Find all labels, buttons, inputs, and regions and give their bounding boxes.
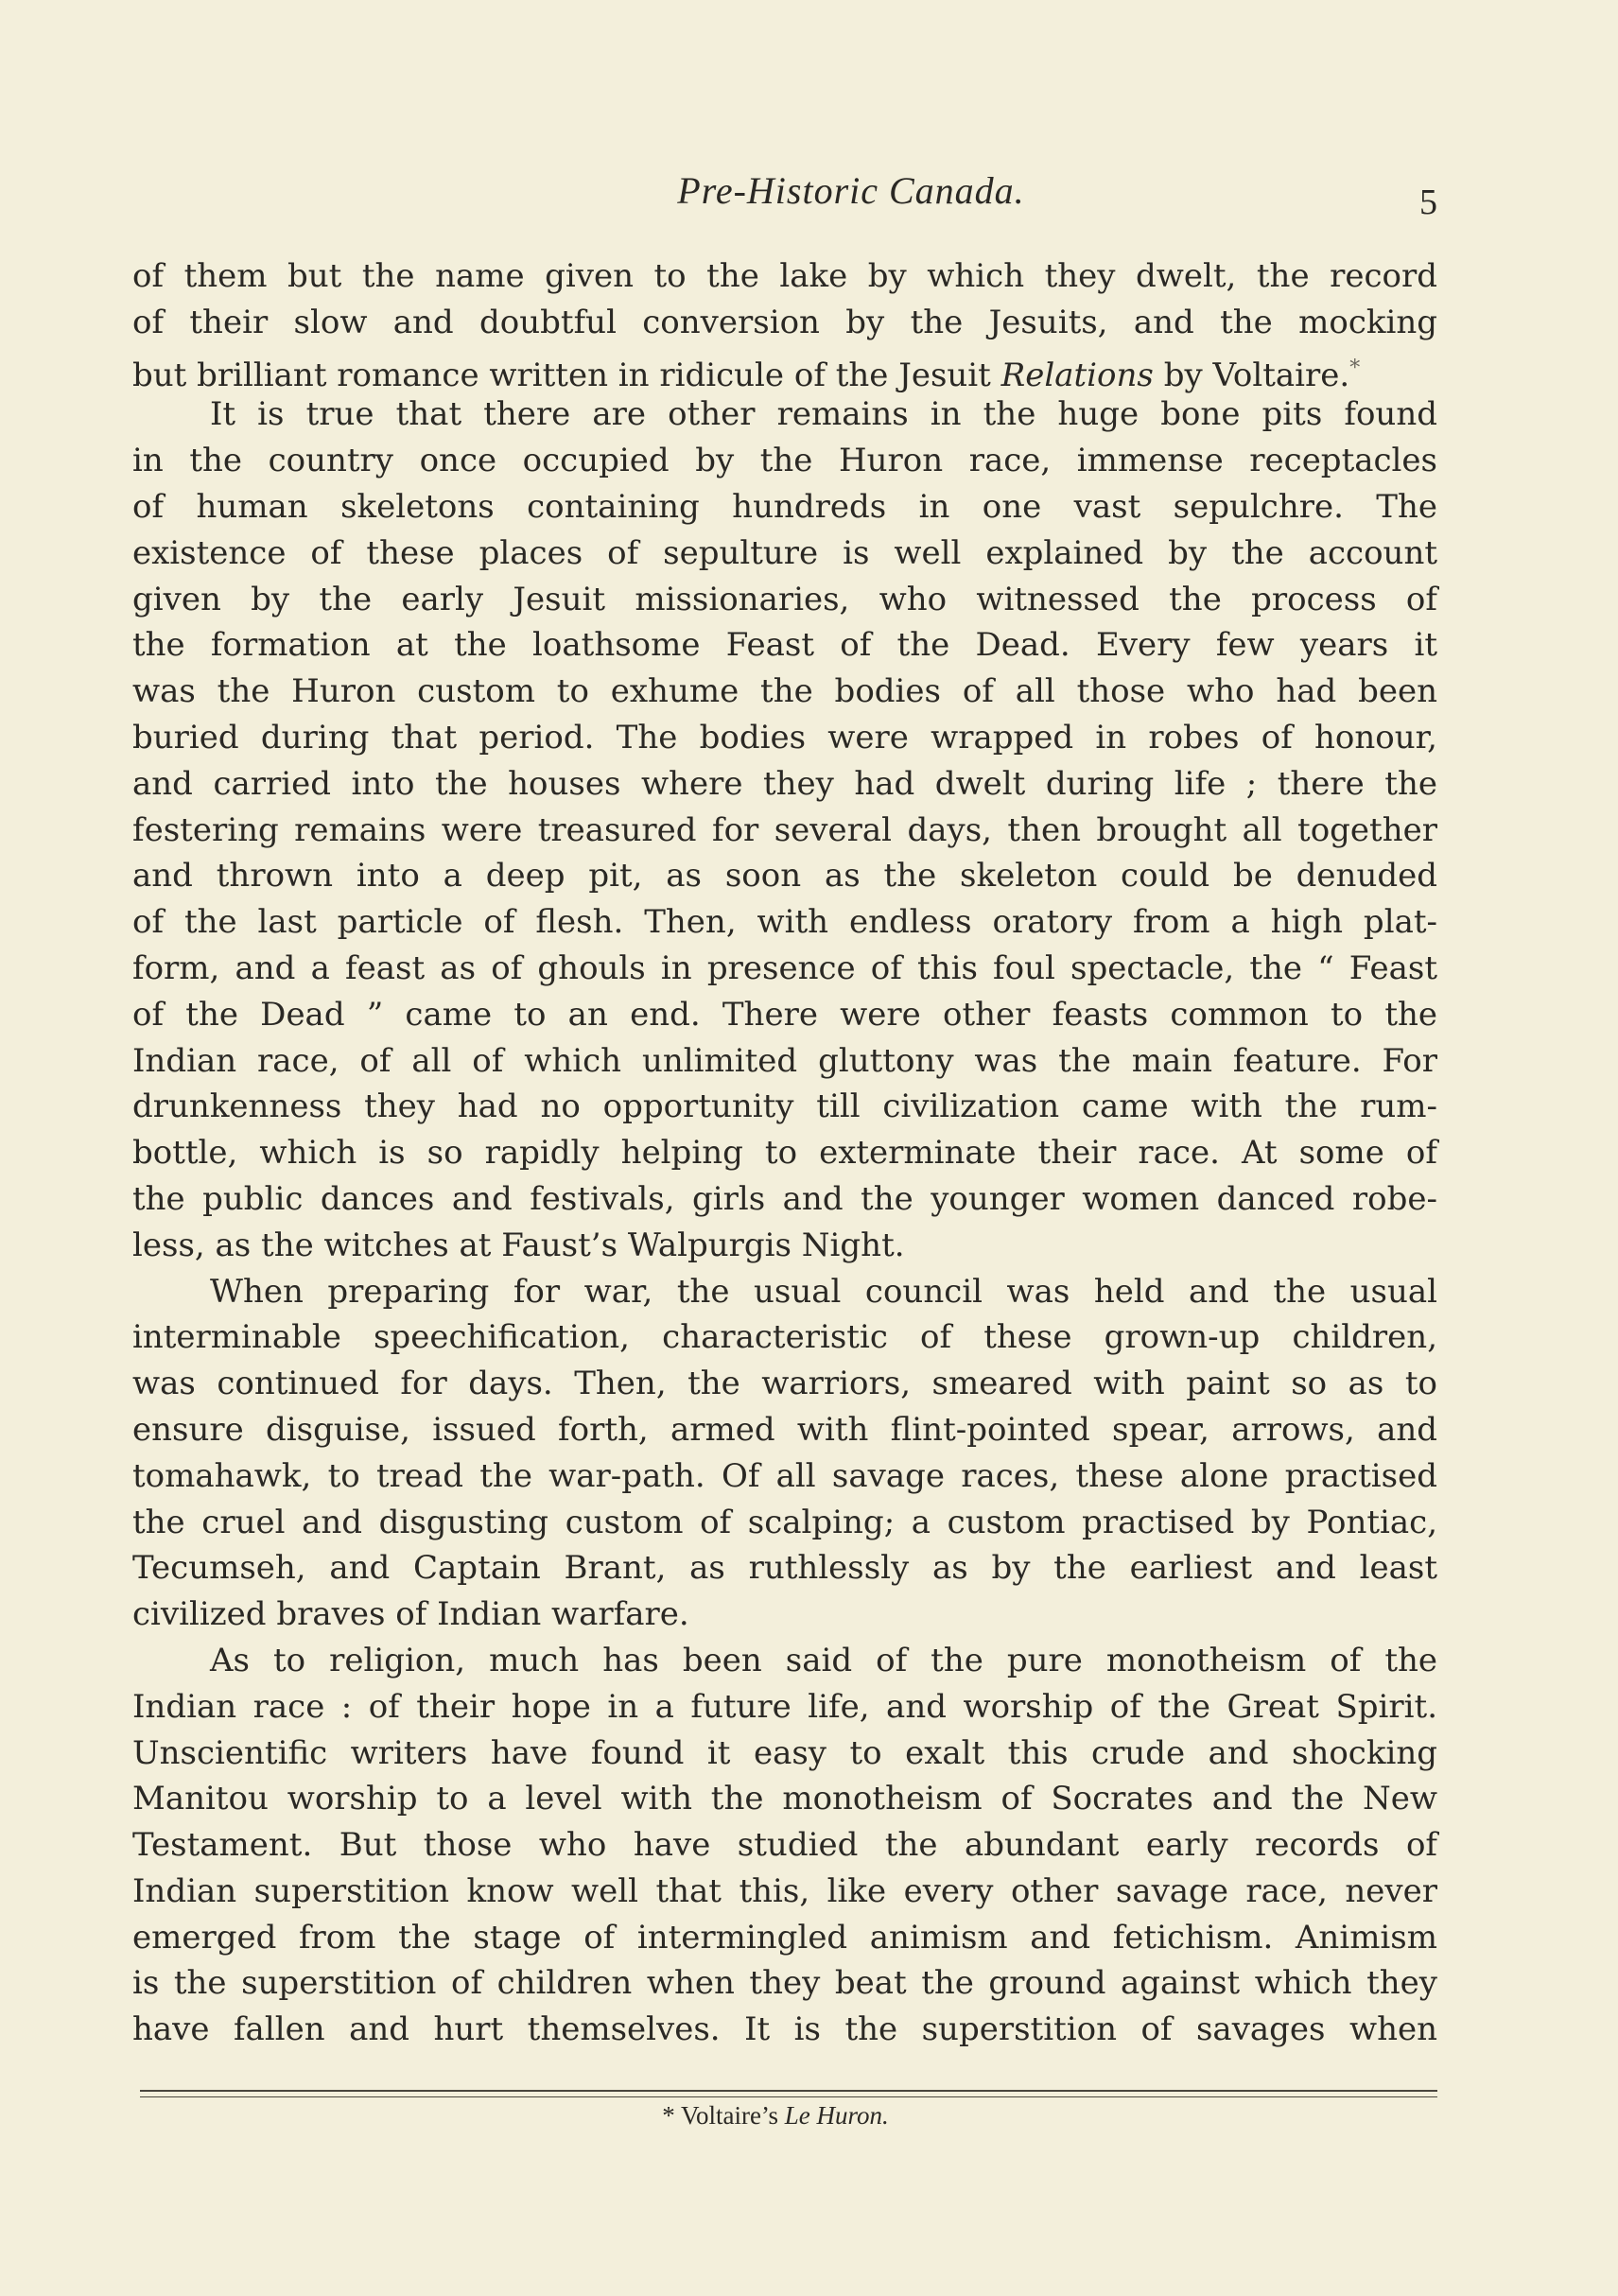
text-line: the formation at the loathsome Feast of the Dead. Every few years it: [132, 626, 1437, 665]
text-line: Indian race, of all of which unlimited gluttony was the main feature. For: [132, 1041, 1437, 1080]
text-line: bottle, which is so rapidly helping to exterminate their race. At some of: [132, 1134, 1437, 1173]
text-line: civilized braves of Indian warfare.: [132, 1595, 689, 1634]
text-line: Testament. But those who have studied the abundant early records of: [132, 1826, 1437, 1865]
text-line: and carried into the houses where they had dwelt during life ; there the: [132, 764, 1437, 803]
footnote-title: Le Huron.: [784, 2101, 889, 2130]
text-line: tomahawk, to tread the war-path. Of all savage races, these alone practised: [132, 1456, 1437, 1495]
text-line: of their slow and doubtful conversion by the Jesuits, and the mocking: [132, 303, 1437, 341]
text-line: form, and a feast as of ghouls in presence of this foul spectacle, the “ Feast: [132, 948, 1437, 987]
text-line: was continued for days. Then, the warriors, smeared with paint so as to: [132, 1365, 1437, 1403]
italic-title-relations: Relations: [1000, 356, 1154, 394]
text-line: interminable speechification, characteristic of these grown-up children,: [132, 1318, 1437, 1357]
text-line: [132, 346, 1437, 392]
footnote: [567, 2101, 983, 2131]
running-head: [132, 168, 1437, 225]
text-line: It is true that there are other remains in the huge bone pits found: [210, 395, 1437, 434]
running-title: Pre-Historic Canada.: [677, 169, 1025, 212]
text-line-end: by Voltaire.: [1163, 356, 1350, 394]
text-line: of the last particle of flesh. Then, with endless oratory from a high plat-: [132, 903, 1437, 942]
text-line: of the Dead ” came to an end. There were other feasts common to the: [132, 995, 1437, 1034]
text-line: Indian race : of their hope in a future life, and worship of the Great Spirit.: [132, 1687, 1437, 1726]
text-line: existence of these places of sepulture is well explained by the account: [132, 533, 1437, 572]
text-line: was the Huron custom to exhume the bodies of all those who had been: [132, 672, 1437, 711]
text-line: emerged from the stage of intermingled animism and fetichism. Animism: [132, 1918, 1437, 1957]
text-line: is the superstition of children when they beat the ground against which they: [132, 1964, 1437, 2003]
text-line: and thrown into a deep pit, as soon as the skeleton could be denuded: [132, 857, 1437, 896]
footnote-reference-mark: *: [1349, 356, 1361, 380]
text-line: of them but the name given to the lake by which they dwelt, the record: [132, 257, 1437, 295]
text-line: in the country once occupied by the Huron race, immense receptacles: [132, 442, 1437, 480]
footnote-rule: [140, 2090, 1437, 2092]
body-text: [132, 253, 1437, 2053]
text-line: buried during that period. The bodies were wrapped in robes of honour,: [132, 718, 1437, 757]
text-line: less, as the witches at Faust’s Walpurgis Night.: [132, 1226, 905, 1264]
text-line: given by the early Jesuit missionaries, who witnessed the process of: [132, 580, 1437, 618]
footnote-rule-thin: [140, 2096, 1437, 2097]
text-line: Manitou worship to a level with the monotheism of Socrates and the New: [132, 1780, 1437, 1818]
text-line: When preparing for war, the usual council was held and the usual: [210, 1272, 1437, 1311]
text-line: Tecumseh, and Captain Brant, as ruthlessly as by the earliest and least: [132, 1549, 1437, 1588]
text-line: of human skeletons containing hundreds in one vast sepulchre. The: [132, 487, 1437, 526]
text-line: drunkenness they had no opportunity till civilization came with the rum-: [132, 1087, 1437, 1126]
text-line: have fallen and hurt themselves. It is the superstition of savages when: [132, 2010, 1437, 2049]
text-line: Indian superstition know well that this, like every other savage race, never: [132, 1871, 1437, 1910]
text-line-start: but brilliant romance written in ridicule of the Jesuit: [132, 356, 991, 394]
text-line: the public dances and festivals, girls and the younger women danced robe-: [132, 1179, 1437, 1218]
text-line: As to religion, much has been said of the pure monotheism of the: [210, 1641, 1437, 1679]
text-line: festering remains were treasured for several days, then brought all together: [132, 810, 1437, 849]
text-line: the cruel and disgusting custom of scalping; a custom practised by Pontiac,: [132, 1503, 1437, 1541]
footnote-prefix: * Voltaire’s: [662, 2101, 778, 2130]
text-line: Unscientific writers have found it easy to exalt this crude and shocking: [132, 1733, 1437, 1772]
page-number: 5: [1419, 183, 1437, 222]
text-line: ensure disguise, issued forth, armed with flint-pointed spear, arrows, and: [132, 1410, 1437, 1449]
